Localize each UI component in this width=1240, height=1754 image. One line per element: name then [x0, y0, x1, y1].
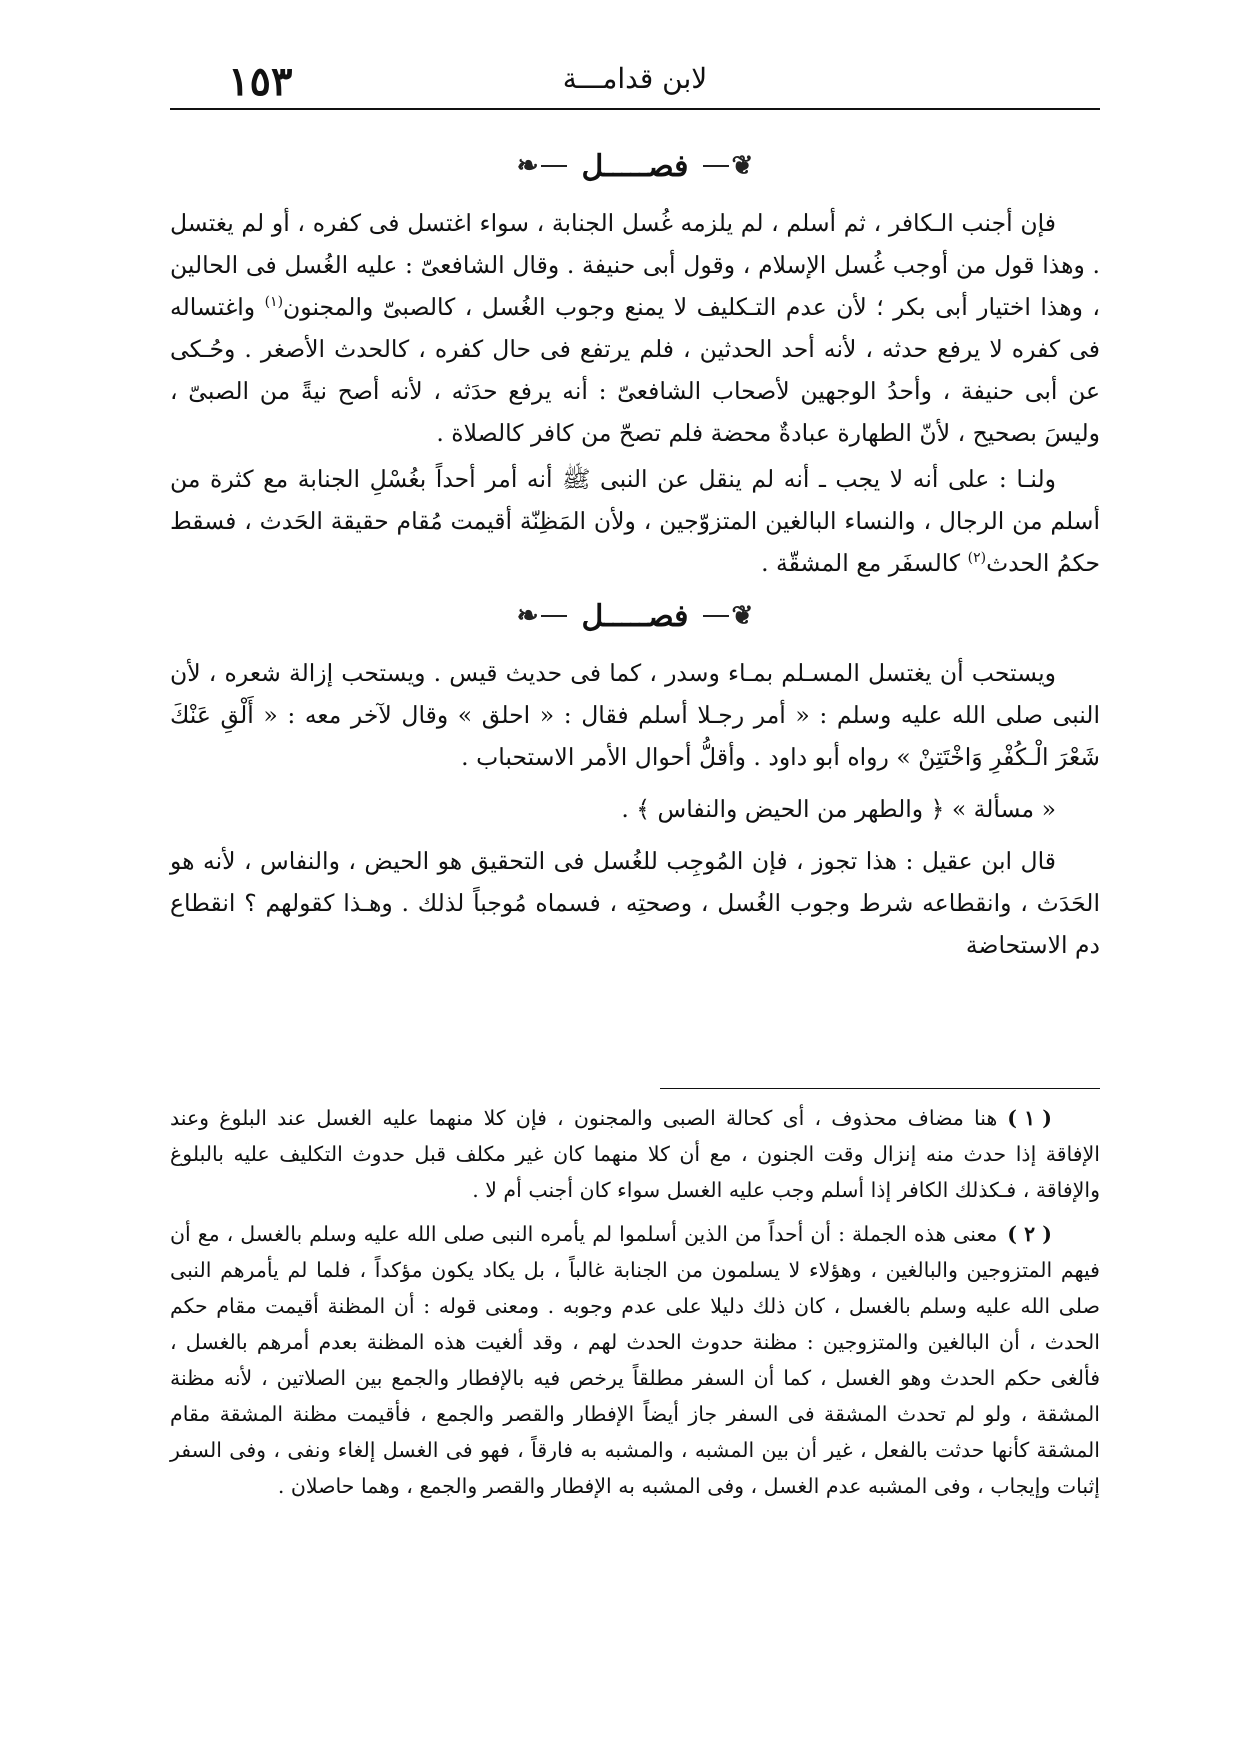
paragraph: [170, 458, 1100, 584]
running-title: لابن قدامـــة: [562, 62, 708, 95]
section-heading-text: فصـــــل: [581, 598, 689, 634]
ornament-icon: ❧: [517, 153, 568, 179]
page-number: ١٥٣: [228, 58, 293, 105]
paragraph-text: عبادةٌ محضة فلم تصحّ من كافر كالصلاة .: [436, 419, 830, 447]
running-header: [170, 58, 1100, 108]
section-heading: [170, 588, 1100, 644]
section-heading-text: فصـــــل: [581, 148, 689, 184]
footnote-ref[interactable]: (٢): [967, 550, 987, 567]
masala-heading: « مسألة » ﴿ والطهر من الحيض والنفاس ﴾ .: [621, 795, 1056, 823]
footnote-text: هنا مضاف محذوف ، أى كحالة الصبى والمجنون ، فإن كلا منهما عليه الغسل عند البلوغ وعند الإفاقة إذا حدث منه إنزال وقت الجنون ، مع أن كلا منهما كان غير مكلف قبل حدوث التكليف عليه بالبلوغ والإفاقة ، فـكذلك الكافر إذا أسلم وجب عليه الغسل سواء كان أجنب أم لا .: [170, 1106, 1100, 1202]
footnote-number: ( ٢ ): [1007, 1222, 1052, 1246]
footnote-number: ( ١ ): [1007, 1106, 1052, 1130]
paragraph-text: ولنـا : على أنه لا يجب ـ أنه لم ينقل عن النبى ﷺ أنه أمر أحداً بغُسْلِ الجنابة مع كثرة من أسلم من الرجال ، والنساء البالغين المتزوّجين ، ولأن المَظِنّة أقيمت مُقام حقيقة الحَدث ، فسقط حكمُ الحدث: [170, 465, 1100, 577]
paragraph: [170, 202, 1100, 454]
ornament-icon: ❧: [517, 603, 568, 629]
paragraph: ويستحب أن يغتسل المسـلم بمـاء وسدر ، كما فى حديث قيس . ويستحب إزالة شعره ، لأن النبى صلى الله عليه وسلم : « أمر رجـلا أسلم فقال : « احلق » وقال لآخر معه : « أَلْقِ عَنْكَ شَعْرَ الْـكُفْرِ وَاخْتَتِنْ » رواه أبو داود . وأقلُّ أحوال الأمر الاستحباب .: [170, 659, 1100, 771]
ornament-icon: ❦: [703, 153, 754, 179]
main-text: [170, 138, 1100, 976]
paragraph-text: فإن أجنب الـكافر ، ثم أسلم ، لم يلزمه غُسل الجنابة ، سواء اغتسل فى كفره ، أو لم يغتسل . وهذا قول من أوجب غُسل الإسلام ، وقول أبى حنيفة . وقال الشافعىّ : عليه الغُسل فى الحالين ، وهذا اختيار أبى بكر ؛ لأن عدم التـكليف لا يمنع وجوب الغُسل ، كالصبىّ والمجنون: [170, 209, 1100, 321]
footnote-ref[interactable]: (١): [264, 294, 284, 311]
paragraph-text: كالسفَر مع المشقّة .: [761, 549, 961, 577]
footnotes: [170, 1100, 1100, 1512]
footnote: [170, 1100, 1100, 1208]
footnote: [170, 1216, 1100, 1504]
ornament-icon: ❦: [703, 603, 754, 629]
section-heading: [170, 138, 1100, 194]
paragraph-text: واغتساله فى كفره لا يرفع حدثه ، لأنه أحد الحدثين ، فلم يرتفع فى حال كفره ، كالحدث الأصغر . وحُـكى عن أبى حنيفة ، وأحدُ الوجهين لأصحاب الشافعىّ : أنه يرفع حدَثه ، لأنه أصح نيةً من الصبىّ ، وليسَ بصحيح ، لأنّ الطهارة: [170, 293, 1100, 447]
paragraph: قال ابن عقيل : هذا تجوز ، فإن المُوجِب للغُسل فى التحقيق هو الحيض ، والنفاس ، لأنه هو الحَدَث ، وانقطاعه شرط وجوب الغُسل ، وصحتِه ، فسماه مُوجباً لذلك . وهـذا كقولهم ؟ انقطاع دم الاستحاضة: [170, 847, 1100, 959]
header-rule: [170, 108, 1100, 110]
footnote-text: معنى هذه الجملة : أن أحداً من الذين أسلموا لم يأمره النبى صلى الله عليه وسلم بالغسل ، مع أن فيهم المتزوجين والبالغين ، وهؤلاء لا يسلمون من الجنابة غالباً ، بل يكاد يكون مؤكداً ، فلما لم يأمرهم النبى صلى الله عليه وسلم بالغسل ، كان ذلك دليلا على عدم وجوبه . ومعنى قوله : أن المظنة أقيمت مقام حكم الحدث ، أن البالغين والمتزوجين : مظنة حدوث الحدث لهم ، وقد ألغيت هذه المظنة بعدم أمرهم بالغسل ، فألغى حكم الحدث وهو الغسل ، كما أن السفر مطلقاً يرخص فيه بالإفطار والجمع بين الصلاتين ، لأنه مظنة المشقة ، ولو لم تحدث المشقة فى السفر جاز أيضاً الإفطار والقصر والجمع ، فأقيمت مظنة المشقة مقام المشقة كأنها حدثت بالفعل ، غير أن بين المشبه ، والمشبه به فارقاً ، فهو فى الغسل إلغاء ونفى ، وفى السفر إثبات وإيجاب ، وفى المشبه عدم الغسل ، وفى المشبه به الإفطار والقصر والجمع ، وهما حاصلان .: [170, 1222, 1100, 1498]
footnote-rule: [660, 1088, 1100, 1089]
